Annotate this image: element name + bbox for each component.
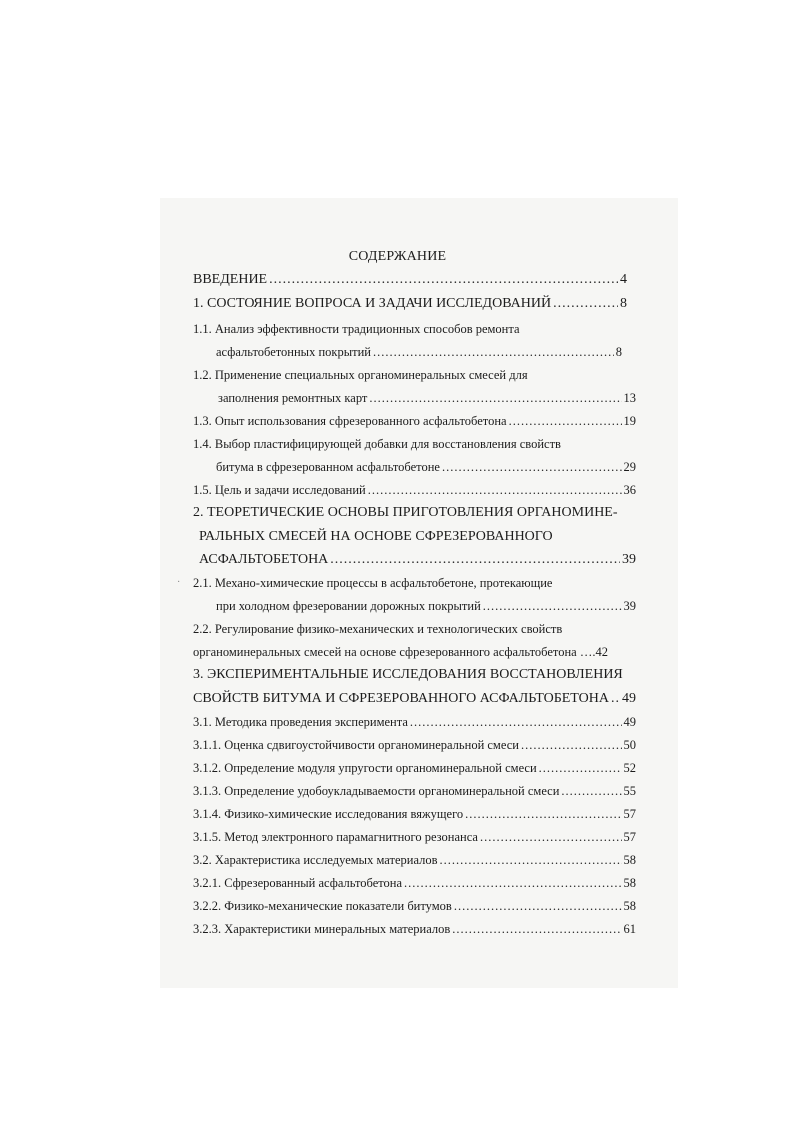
toc-entry-s3-1-2 <box>193 760 636 776</box>
toc-entry-text: 3.2.1. Сфрезерованный асфальтобетона <box>193 876 403 890</box>
toc-entry-s3-1-5 <box>193 829 636 845</box>
toc-entry-page: 57 <box>623 807 636 821</box>
toc-entry-text: АСФАЛЬТОБЕТОНА <box>199 552 329 567</box>
toc-entry-s1-2a: 1.2. Применение специальных органоминеральных смесей для <box>193 368 528 382</box>
toc-entry-page: 52 <box>623 761 636 775</box>
toc-entry-page: 58 <box>623 899 636 913</box>
toc-entry-text: 3.1.5. Метод электронного парамагнитного резонанса <box>193 830 478 844</box>
toc-entry-text: 3.1.1. Оценка сдвигоустойчивости органоминеральной смеси <box>193 738 519 752</box>
toc-entry-page: 13 <box>623 391 636 405</box>
toc-entry-page: 57 <box>623 830 636 844</box>
toc-entry-s2-1a: 2.1. Механо-химические процессы в асфальтобетоне, протекающие <box>193 576 553 590</box>
toc-entry-s3-2-1 <box>193 875 636 891</box>
toc-entry-text: заполнения ремонтных карт <box>218 391 368 405</box>
page-title: СОДЕРЖАНИЕ <box>348 249 447 264</box>
toc-entry-page: 58 <box>623 853 636 867</box>
toc-entry-s1-1a: 1.1. Анализ эффективности традиционных способов ремонта <box>193 322 520 336</box>
toc-entry-text: ВВЕДЕНИЕ <box>193 272 268 287</box>
toc-entry-page: 61 <box>623 922 636 936</box>
toc-entry-s1-5 <box>193 482 636 498</box>
toc-entry-text: при холодном фрезеровании дорожных покрытий <box>216 599 481 613</box>
toc-entry-ch3b <box>193 691 636 707</box>
toc-entry-page: 8 <box>615 345 622 359</box>
toc-entry-page: 36 <box>623 483 636 497</box>
toc-entry-text: асфальтобетонных покрытий <box>216 345 371 359</box>
toc-entry-s3-1-3 <box>193 783 636 799</box>
toc-entry-page: 39 <box>622 552 636 567</box>
toc-entry-page: 49 <box>623 715 636 729</box>
toc-entry-s1-2b <box>218 390 636 406</box>
toc-entry-intro <box>193 272 627 288</box>
toc-entry-text: 1.5. Цель и задачи исследований <box>193 483 366 497</box>
toc-entry-text: 1. СОСТОЯНИЕ ВОПРОСА И ЗАДАЧИ ИССЛЕДОВАНИЙ <box>193 296 552 311</box>
toc-entry-s1-1b <box>216 344 622 360</box>
toc-entry-page: 19 <box>623 414 636 428</box>
toc-entry-s3-2 <box>193 852 636 868</box>
toc-entry-s2-2b: органоминеральных смесей на основе сфрезерованного асфальтобетона ….42 <box>193 645 608 659</box>
toc-entry-text: СВОЙСТВ БИТУМА И СФРЕЗЕРОВАННОГО АСФАЛЬТОБЕТОНА <box>193 691 609 706</box>
scanned-page <box>160 198 678 988</box>
toc-entry-ch2a: 2. ТЕОРЕТИЧЕСКИЕ ОСНОВЫ ПРИГОТОВЛЕНИЯ ОРГАНОМИНЕ- <box>193 505 618 520</box>
toc-entry-page: 29 <box>623 460 636 474</box>
scan-mark: · <box>177 577 181 588</box>
toc-entry-text: 3.1.4. Физико-химические исследования вяжущего <box>193 807 464 821</box>
toc-entry-page: 4 <box>620 272 627 287</box>
toc-entry-s1-4a: 1.4. Выбор пластифицирующей добавки для восстановления свойств <box>193 437 561 451</box>
toc-entry-text: 3.1.2. Определение модуля упругости органоминеральной смеси <box>193 761 537 775</box>
toc-entry-page: 49 <box>622 691 636 706</box>
toc-entry-text: 3.1.3. Определение удобоукладываемости органоминеральной смеси <box>193 784 560 798</box>
toc-entry-page: 50 <box>623 738 636 752</box>
toc-entry-page: 55 <box>623 784 636 798</box>
toc-entry-page: 39 <box>623 599 636 613</box>
toc-entry-ch2b: РАЛЬНЫХ СМЕСЕЙ НА ОСНОВЕ СФРЕЗЕРОВАННОГО <box>199 529 553 544</box>
toc-entry-text: 1.3. Опыт использования сфрезерованного асфальтобетона <box>193 414 507 428</box>
toc-entry-s3-1 <box>193 714 636 730</box>
toc-entry-s2-1b <box>216 598 636 614</box>
toc-entry-s3-1-4 <box>193 806 636 822</box>
toc-entry-s1-3 <box>193 413 636 429</box>
toc-entry-s2-2a: 2.2. Регулирование физико-механических и технологических свойств <box>193 622 563 636</box>
toc-entry-text: битума в сфрезерованном асфальтобетоне <box>216 460 440 474</box>
toc-entry-ch2c <box>199 552 636 568</box>
toc-entry-ch3a: 3. ЭКСПЕРИМЕНТАЛЬНЫЕ ИССЛЕДОВАНИЯ ВОССТАНОВЛЕНИЯ <box>193 667 623 682</box>
toc-entry-page: 8 <box>620 296 627 311</box>
toc-entry-s3-2-3 <box>193 921 636 937</box>
toc-entry-page: 58 <box>623 876 636 890</box>
toc-entry-text: 3.1. Методика проведения эксперимента <box>193 715 408 729</box>
toc-entry-s1-4b <box>216 459 636 475</box>
toc-entry-text: 3.2.2. Физико-механические показатели битумов <box>193 899 452 913</box>
toc-entry-ch1 <box>193 296 627 312</box>
toc-entry-text: 3.2. Характеристика исследуемых материалов <box>193 853 438 867</box>
toc-entry-s3-2-2 <box>193 898 636 914</box>
toc-entry-text: 3.2.3. Характеристики минеральных материалов <box>193 922 451 936</box>
toc-entry-s3-1-1 <box>193 737 636 753</box>
